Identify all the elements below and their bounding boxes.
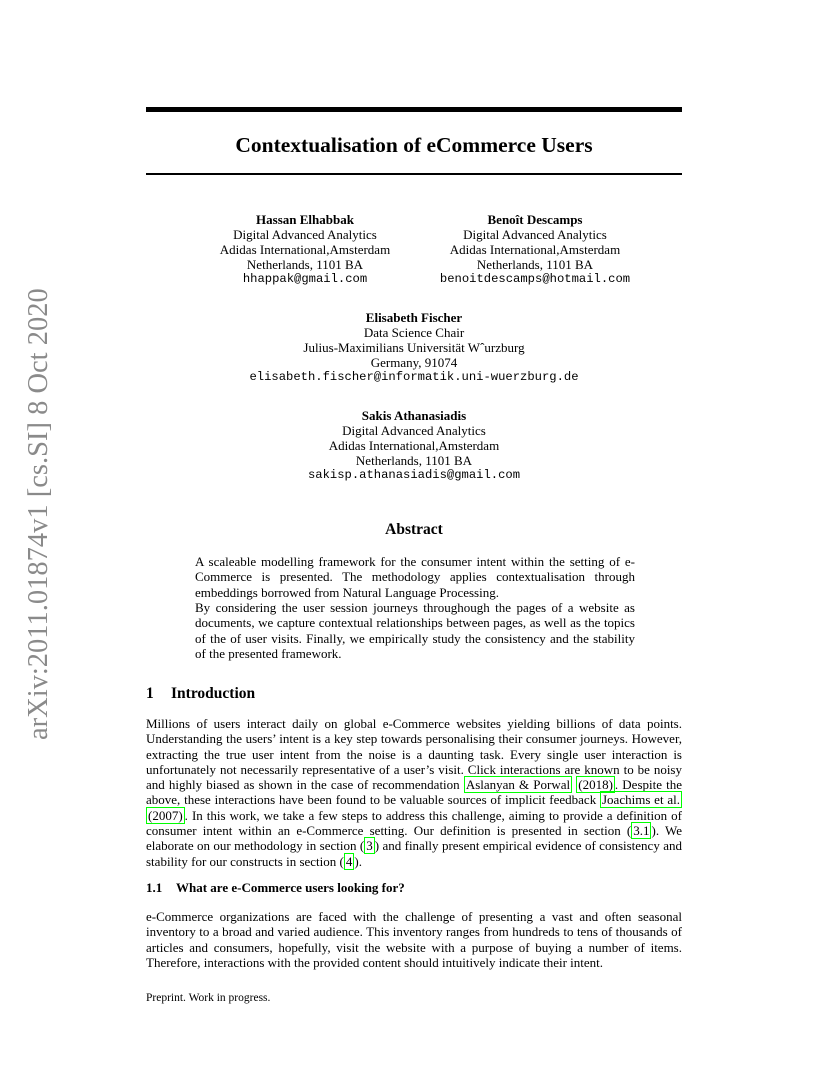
text-run: . In this work, we take a few steps to address this challenge, aiming to provide a definition of consumer intent within an e-Commerce setting. Our definition is presented in section ( xyxy=(146,807,682,839)
body-paragraph xyxy=(146,716,682,869)
text-run: . Despite the above, these interactions have been found to be valuable sources of implicit feedback xyxy=(146,777,683,808)
author-block xyxy=(190,212,420,287)
citation-link[interactable]: (2018) xyxy=(578,777,613,793)
body-paragraph: e-Commerce organizations are faced with the challenge of presenting a vast and often seasonal inventory to a broad and varied audience. This inventory ranges from hundreds to tens of thousands of articles and consumers, hopefully, visit the website with a purpose of buying a number of items. Therefore, interactions with the provided content should intuitively indicate their intent. xyxy=(146,909,682,970)
text-run: ) and finally present empirical evidence of consistency and stability for our constructs in section ( xyxy=(146,838,682,869)
author-name: Benoît Descamps xyxy=(487,212,583,227)
author-address: Netherlands, 1101 BA xyxy=(246,257,364,272)
author-organization: Adidas International,Amsterdam xyxy=(449,242,621,257)
author-department: Digital Advanced Analytics xyxy=(463,227,607,242)
section-number: 1 xyxy=(146,685,154,702)
author-email[interactable]: elisabeth.fischer@informatik.uni-wuerzburg.de xyxy=(249,370,579,384)
arxiv-identifier-stamp: arXiv:2011.01874v1 [cs.SI] 8 Oct 2020 xyxy=(23,288,54,740)
citation-link[interactable]: Aslanyan & Porwal xyxy=(465,777,571,793)
author-block xyxy=(214,310,614,385)
title-bottom-rule xyxy=(146,173,682,175)
author-block xyxy=(420,212,650,287)
abstract-paragraph: A scaleable modelling framework for the consumer intent within the setting of e-Commerce is presented. The methodology applies contextualisation through embeddings borrowed from Natural Language Processing. xyxy=(195,554,635,600)
subsection-number: 1.1 xyxy=(146,880,163,895)
subsection-title: What are e-Commerce users looking for? xyxy=(176,880,405,895)
author-address: Netherlands, 1101 BA xyxy=(355,453,473,468)
author-email[interactable]: hhappak@gmail.com xyxy=(242,272,368,286)
author-organization: Adidas International,Amsterdam xyxy=(328,438,500,453)
author-email[interactable]: sakisp.athanasiadis@gmail.com xyxy=(307,468,521,482)
author-organization: Julius-Maximilians Universität Wˆurzburg xyxy=(303,340,525,355)
subsection-heading xyxy=(146,880,405,896)
author-name: Elisabeth Fischer xyxy=(365,310,463,325)
author-address: Netherlands, 1101 BA xyxy=(476,257,594,272)
author-block xyxy=(214,408,614,483)
citation-link[interactable]: Joachims et al. xyxy=(602,792,680,808)
text-run: ). We elaborate on our methodology in section ( xyxy=(146,823,682,854)
abstract-heading: Abstract xyxy=(385,521,443,538)
title-top-rule xyxy=(146,107,682,112)
preprint-footnote: Preprint. Work in progress. xyxy=(146,992,271,1004)
section-reference-link[interactable]: 3.1 xyxy=(633,823,650,839)
text-run: ). xyxy=(354,853,362,869)
section-heading xyxy=(146,684,255,704)
author-department: Digital Advanced Analytics xyxy=(342,423,486,438)
abstract-paragraph: By considering the user session journeys throughough the pages of a website as documents, we capture contextual relationships between pages, as well as the topics of the of user visits. Finally, we empirically study the consistency and the stability of the presented framework. xyxy=(195,600,635,661)
author-name: Hassan Elhabbak xyxy=(256,212,354,227)
text-run: Millions of users interact daily on global e-Commerce websites yielding billions of data points. Understanding the users’ intent is a key step towards personalising their consumer journeys. However, extracting the true user intent from the noise is a daunting task. Every single user interaction is unfortunately not necessarily representative of a user’s visit. Click interactions are known to be noisy and highly biased as shown in the case of recommendation xyxy=(146,716,682,793)
section-title: Introduction xyxy=(171,685,256,702)
author-email[interactable]: benoitdescamps@hotmail.com xyxy=(439,272,631,286)
author-address: Germany, 91074 xyxy=(370,355,458,370)
paper-title: Contextualisation of eCommerce Users xyxy=(235,133,593,157)
section-reference-link[interactable]: 4 xyxy=(345,853,353,869)
author-department: Data Science Chair xyxy=(363,325,465,340)
author-department: Digital Advanced Analytics xyxy=(233,227,377,242)
author-organization: Adidas International,Amsterdam xyxy=(219,242,391,257)
section-reference-link[interactable]: 3 xyxy=(366,838,373,854)
author-name: Sakis Athanasiadis xyxy=(361,408,467,423)
citation-link[interactable]: (2007) xyxy=(148,807,183,823)
